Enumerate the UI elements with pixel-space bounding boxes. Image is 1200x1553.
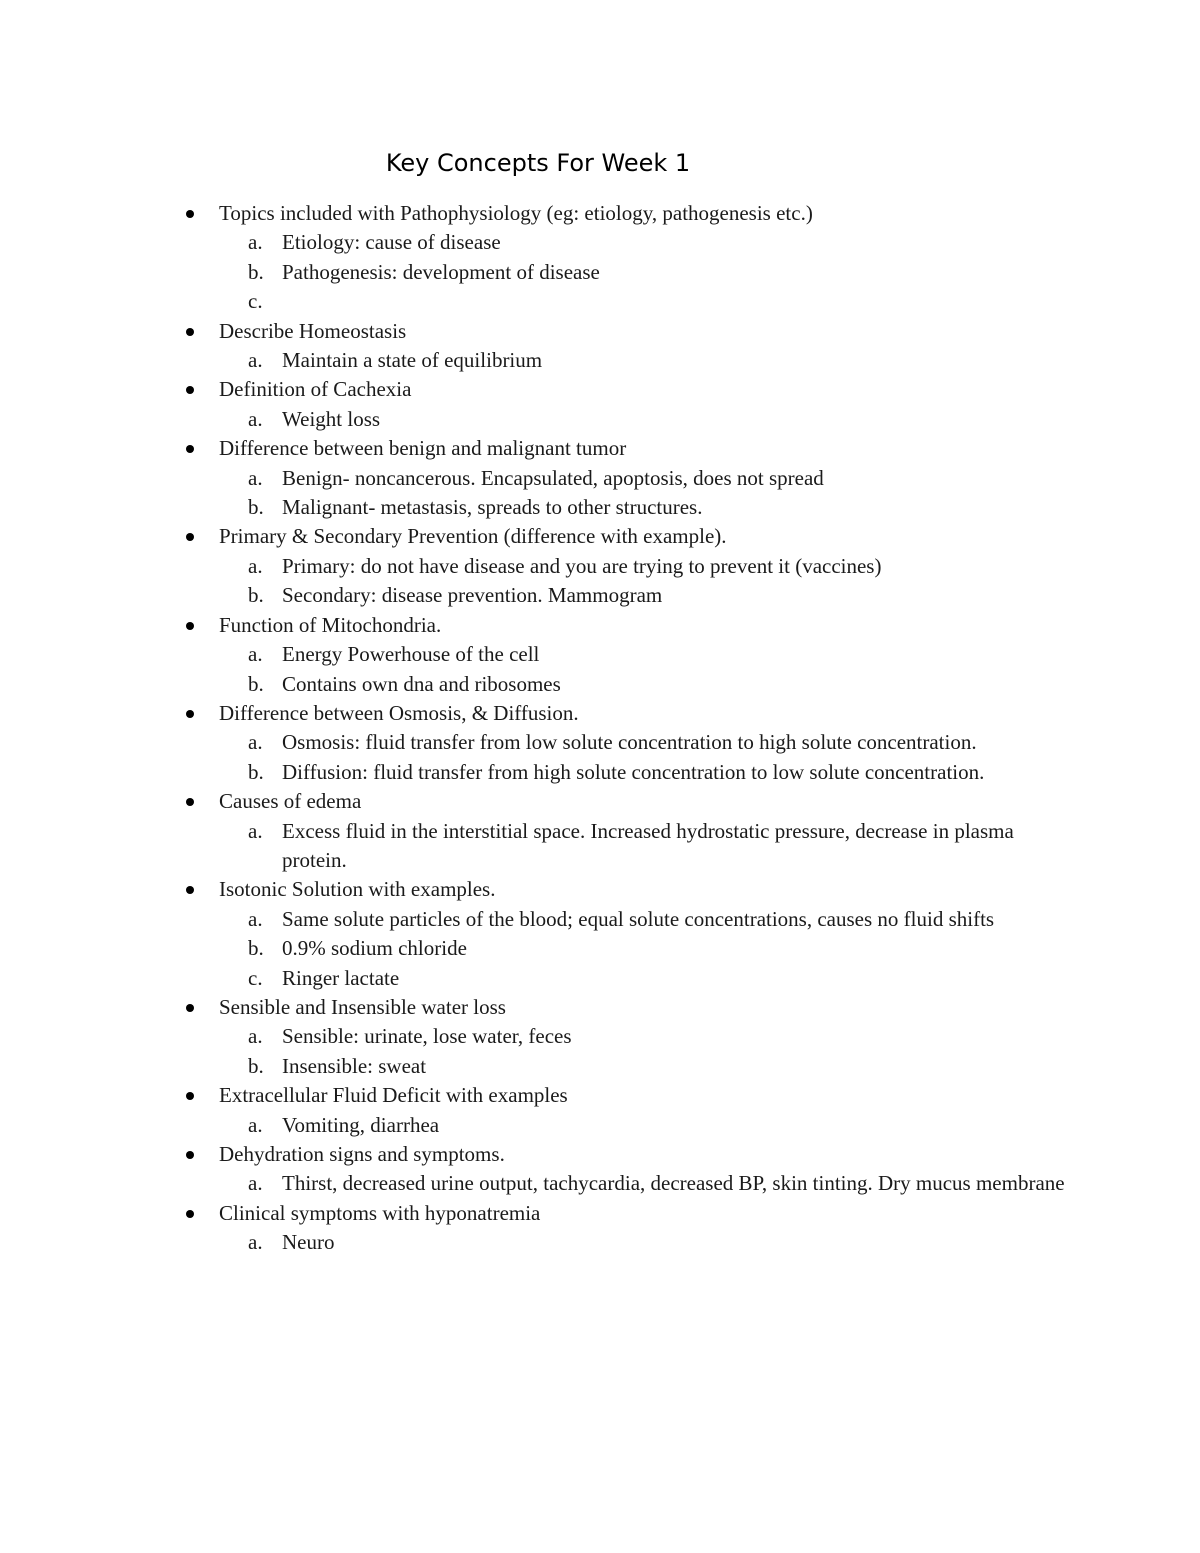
topic-item	[0, 434, 1200, 522]
sub-marker: a.	[248, 906, 263, 931]
sub-item	[0, 464, 1072, 493]
sub-marker: a.	[248, 818, 263, 843]
topic-text: Difference between benign and malignant tumor	[219, 436, 627, 461]
sub-marker: b.	[248, 495, 264, 520]
sub-text: Weight loss	[282, 406, 381, 431]
sub-marker: b.	[248, 671, 264, 696]
sub-text: Energy Powerhouse of the cell	[282, 642, 540, 667]
sub-item	[0, 346, 1072, 375]
sub-item	[0, 1111, 1072, 1140]
sub-text: Sensible: urinate, lose water, feces	[282, 1024, 572, 1049]
concept-list	[0, 199, 1200, 1258]
sub-text: Etiology: cause of disease	[282, 230, 501, 255]
bullet-icon	[186, 1004, 194, 1012]
sub-item	[0, 1022, 1072, 1051]
sub-text: Same solute particles of the blood; equal solute concentrations, causes no fluid shifts	[282, 906, 995, 931]
sub-text: Malignant- metastasis, spreads to other structures.	[282, 495, 703, 520]
sub-marker: a.	[248, 348, 263, 373]
sub-text: Osmosis: fluid transfer from low solute concentration to high solute concentration.	[282, 730, 977, 755]
sub-text: Excess fluid in the interstitial space. Increased hydrostatic pressure, decrease in plasma protein.	[282, 818, 1014, 872]
sub-item	[0, 670, 1072, 699]
sub-item	[0, 493, 1072, 522]
sub-text: Vomiting, diarrhea	[282, 1112, 440, 1137]
sub-marker: a.	[248, 1171, 263, 1196]
bullet-icon	[186, 1210, 194, 1218]
topic-item	[0, 522, 1200, 610]
sub-list	[0, 1228, 1200, 1257]
sub-text: Pathogenesis: development of disease	[282, 259, 600, 284]
topic-text: Dehydration signs and symptoms.	[219, 1142, 505, 1166]
sub-item	[0, 964, 1072, 993]
sub-list	[0, 1169, 1200, 1198]
sub-text: Secondary: disease prevention. Mammogram	[282, 583, 663, 608]
sub-marker: b.	[248, 936, 264, 961]
sub-text: Maintain a state of equilibrium	[282, 348, 543, 373]
sub-item	[0, 258, 1072, 287]
sub-marker: a.	[248, 553, 263, 578]
topic-text: Primary & Secondary Prevention (difference with example).	[219, 524, 727, 549]
sub-text: Benign- noncancerous. Encapsulated, apoptosis, does not spread	[282, 465, 824, 490]
sub-item	[0, 758, 1072, 787]
sub-list	[0, 817, 1200, 876]
sub-list	[0, 640, 1200, 699]
topic-item	[0, 199, 1200, 317]
topic-item	[0, 699, 1200, 787]
sub-marker: a.	[248, 465, 263, 490]
topic-text: Describe Homeostasis	[219, 318, 407, 343]
sub-text: Thirst, decreased urine output, tachycardia, decreased BP, skin tinting. Dry mucus membrane	[282, 1171, 1065, 1196]
sub-text: Primary: do not have disease and you are trying to prevent it (vaccines)	[282, 553, 882, 578]
sub-item	[0, 581, 1072, 610]
sub-marker: b.	[248, 1053, 264, 1078]
document-title: Key Concepts For Week 1	[385, 149, 691, 177]
topic-text: Definition of Cachexia	[219, 377, 412, 402]
topic-text: Isotonic Solution with examples.	[219, 877, 496, 902]
sub-marker: b.	[248, 759, 264, 784]
topic-item	[0, 993, 1200, 1081]
sub-marker: c.	[248, 289, 263, 314]
sub-marker: a.	[248, 1024, 263, 1049]
bullet-icon	[186, 622, 194, 630]
sub-marker: a.	[248, 642, 263, 667]
sub-list	[0, 228, 1200, 316]
sub-item	[0, 640, 1072, 669]
sub-list	[0, 1022, 1200, 1081]
topic-item	[0, 787, 1200, 875]
sub-text: Diffusion: fluid transfer from high solute concentration to low solute concentration.	[282, 759, 985, 784]
sub-list	[0, 464, 1200, 523]
sub-marker: a.	[248, 1230, 263, 1255]
sub-item	[0, 1228, 1072, 1257]
topic-item	[0, 1140, 1200, 1199]
topic-text: Function of Mitochondria.	[219, 612, 442, 637]
sub-marker: a.	[248, 230, 263, 255]
topic-item	[0, 875, 1200, 993]
sub-text: Ringer lactate	[282, 965, 400, 990]
topic-item	[0, 375, 1200, 434]
sub-item	[0, 817, 1072, 876]
sub-item	[0, 1052, 1072, 1081]
sub-text: Neuro	[282, 1230, 335, 1255]
sub-item	[0, 287, 1072, 316]
sub-list	[0, 728, 1200, 787]
topic-item	[0, 611, 1200, 699]
topic-text: Causes of edema	[219, 789, 362, 814]
sub-marker: a.	[248, 1112, 263, 1137]
sub-list	[0, 346, 1200, 375]
sub-item	[0, 905, 1072, 934]
sub-item	[0, 552, 1072, 581]
sub-list	[0, 905, 1200, 993]
sub-item	[0, 934, 1072, 963]
bullet-icon	[186, 710, 194, 718]
sub-text: Contains own dna and ribosomes	[282, 671, 561, 696]
sub-item	[0, 228, 1072, 257]
topic-text: Topics included with Pathophysiology (eg: etiology, pathogenesis etc.)	[219, 201, 813, 225]
topic-item	[0, 317, 1200, 376]
sub-marker: a.	[248, 730, 263, 755]
sub-item	[0, 728, 1072, 757]
topic-text: Sensible and Insensible water loss	[219, 994, 506, 1019]
sub-item	[0, 405, 1072, 434]
topic-text: Difference between Osmosis, & Diffusion.	[219, 700, 579, 725]
sub-marker: c.	[248, 965, 263, 990]
sub-list	[0, 552, 1200, 611]
sub-marker: b.	[248, 259, 264, 284]
sub-item	[0, 1169, 1072, 1198]
sub-list	[0, 1111, 1200, 1140]
sub-text: 0.9% sodium chloride	[282, 936, 467, 961]
topic-item	[0, 1199, 1200, 1258]
sub-marker: b.	[248, 583, 264, 608]
sub-text: Insensible: sweat	[282, 1053, 427, 1078]
topic-item	[0, 1081, 1200, 1140]
sub-marker: a.	[248, 406, 263, 431]
bullet-icon	[186, 1151, 194, 1159]
topic-text: Clinical symptoms with hyponatremia	[219, 1200, 541, 1225]
topic-text: Extracellular Fluid Deficit with examples	[219, 1083, 568, 1108]
bullet-icon	[186, 210, 194, 218]
sub-list	[0, 405, 1200, 434]
bullet-icon	[186, 328, 194, 336]
